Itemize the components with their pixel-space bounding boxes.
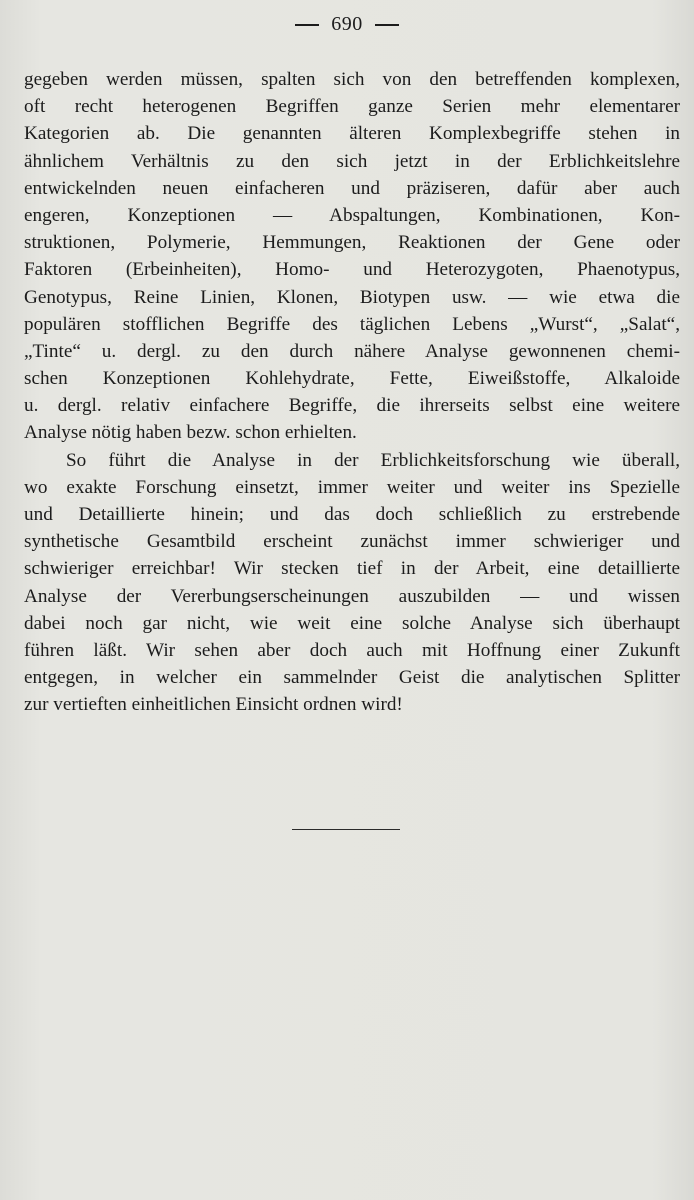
page-number: 690 — [331, 13, 363, 35]
text-line: gegeben werden müssen, spalten sich von den betreffenden komplexen, — [24, 69, 680, 90]
text-line: „Tinte“ u. dergl. zu den durch nähere Analyse gewonnenen chemi- — [24, 340, 680, 362]
text-line: schen Konzeptionen Kohlehydrate, Fette, Eiweißstoffe, Alkaloide — [24, 368, 680, 390]
text-line: wo exakte Forschung einsetzt, immer weiter und weiter ins Spezielle — [24, 476, 680, 498]
text-line: dabei noch gar nicht, wie weit eine solche Analyse sich überhaupt — [24, 612, 680, 634]
text-line: struktionen, Polymerie, Hemmungen, Reaktionen der Gene oder — [24, 232, 680, 254]
text-line: entgegen, in welcher ein sammelnder Geist die analytischen Splitter — [24, 667, 680, 689]
text-line: ähnlichem Verhältnis zu den sich jetzt in der Erblichkeitslehre — [24, 150, 680, 172]
page-header — [0, 10, 694, 38]
header-dash-left — [295, 24, 319, 26]
text-line: entwickelnden neuen einfacheren und präziseren, dafür aber auch — [24, 177, 680, 199]
text-line: führen läßt. Wir sehen aber doch auch mit Hoffnung einer Zukunft — [24, 639, 680, 661]
text-line: und Detaillierte hinein; und das doch schließlich zu erstrebende — [24, 504, 680, 525]
text-line: Analyse der Vererbungserscheinungen auszubilden — und wissen — [24, 585, 680, 607]
text-line: engeren, Konzeptionen — Abspaltungen, Kombinationen, Kon- — [24, 204, 680, 226]
text-line: u. dergl. relativ einfachere Begriffe, die ihrerseits selbst eine weitere — [24, 395, 680, 417]
body-text — [24, 66, 680, 719]
text-line: oft recht heterogenen Begriffen ganze Serien mehr elementarer — [24, 96, 680, 118]
paragraph-start-line: So führt die Analyse in der Erblichkeitsforschung wie überall, — [66, 449, 680, 471]
paragraph-end-line: Analyse nötig haben bezw. schon erhielten. — [24, 422, 357, 444]
text-line: Kategorien ab. Die genannten älteren Komplexbegriffe stehen in — [24, 123, 680, 145]
text-line: populären stofflichen Begriffe des täglichen Lebens „Wurst“, „Salat“, — [24, 313, 680, 335]
paragraph-end-line: zur vertieften einheitlichen Einsicht ordnen wird! — [24, 694, 403, 716]
text-line: Faktoren (Erbeinheiten), Homo- und Heterozygoten, Phaenotypus, — [24, 259, 680, 281]
end-rule — [292, 829, 400, 830]
text-line: synthetische Gesamtbild erscheint zunächst immer schwieriger und — [24, 531, 680, 553]
text-line: Genotypus, Reine Linien, Klonen, Biotypen usw. — wie etwa die — [24, 286, 680, 308]
text-line: schwieriger erreichbar! Wir stecken tief in der Arbeit, eine detaillierte — [24, 558, 680, 580]
header-dash-right — [375, 24, 399, 26]
